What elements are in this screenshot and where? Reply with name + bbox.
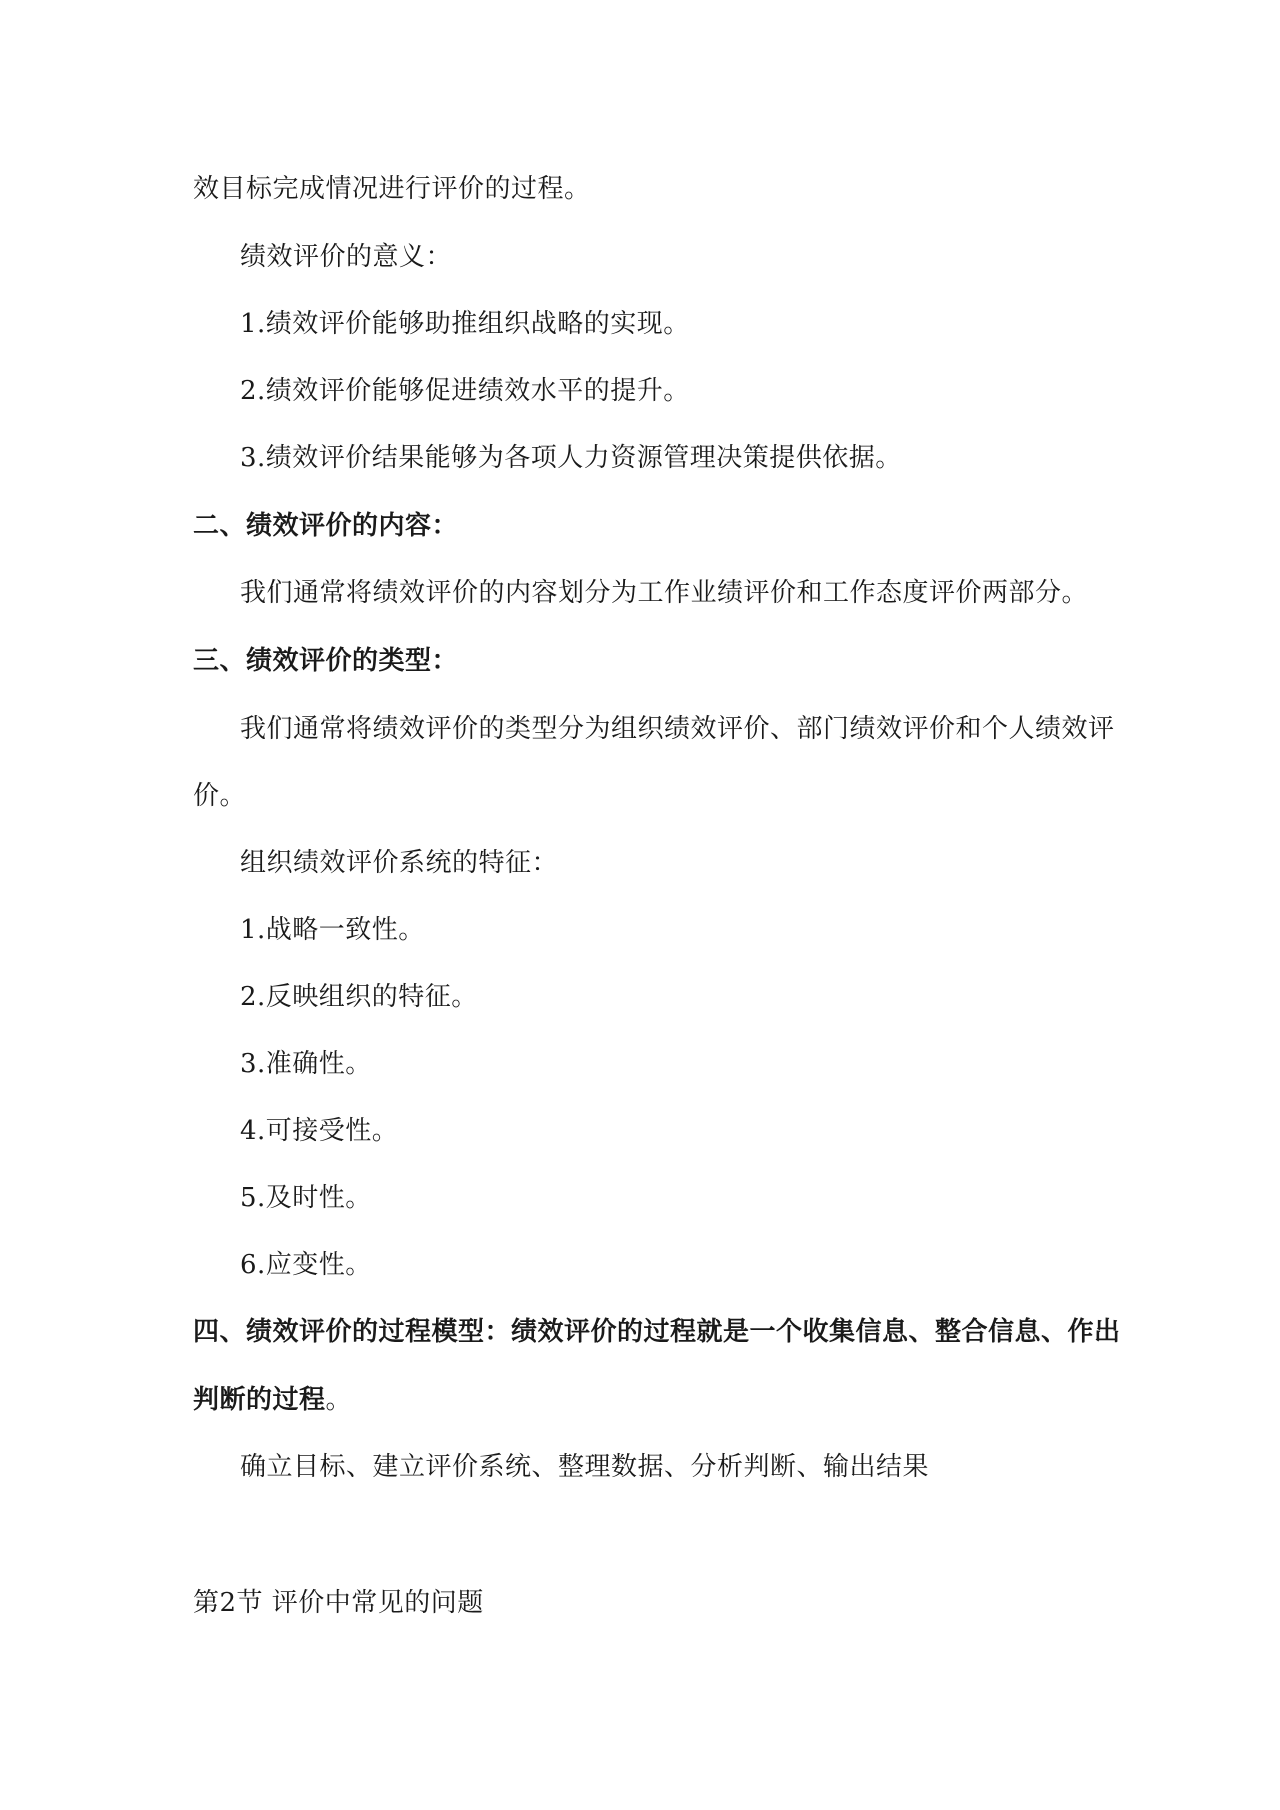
org-feature-item-2: 2.反映组织的特征。 [240,982,478,1012]
section-4-heading-line-2 [193,1383,352,1417]
org-feature-item-1: 1.战略一致性。 [240,915,425,945]
significance-item-3: 3.绩效评价结果能够为各项人力资源管理决策提供依据。 [240,443,902,473]
org-feature-item-6: 6.应变性。 [240,1250,372,1280]
section-2-body: 我们通常将绩效评价的内容划分为工作业绩评价和工作态度评价两部分。 [240,578,1089,608]
section-4-heading-line-1: 四、绩效评价的过程模型：绩效评价的过程就是一个收集信息、整合信息、作出 [193,1317,1121,1347]
section-3-body-line-1: 我们通常将绩效评价的类型分为组织绩效评价、部门绩效评价和个人绩效评 [240,714,1115,744]
paragraph-intro-continuation: 效目标完成情况进行评价的过程。 [193,174,591,204]
next-section-title: 第2节 评价中常见的问题 [193,1588,484,1618]
significance-item-2: 2.绩效评价能够促进绩效水平的提升。 [240,376,690,406]
org-features-title: 组织绩效评价系统的特征： [240,848,559,878]
section-3-body-line-2: 价。 [193,781,247,811]
significance-item-1: 1.绩效评价能够助推组织战略的实现。 [240,309,690,339]
significance-title: 绩效评价的意义： [240,242,453,272]
section-2-heading: 二、绩效评价的内容： [193,511,459,541]
org-feature-item-4: 4.可接受性。 [240,1116,399,1146]
org-feature-item-3: 3.准确性。 [240,1049,372,1079]
org-feature-item-5: 5.及时性。 [240,1183,372,1213]
section-4-heading-line-2-end: 。 [325,1385,353,1415]
section-3-heading: 三、绩效评价的类型： [193,646,459,676]
process-steps: 确立目标、建立评价系统、整理数据、分析判断、输出结果 [240,1452,930,1482]
section-4-heading-line-2-bold: 判断的过程 [193,1385,326,1415]
